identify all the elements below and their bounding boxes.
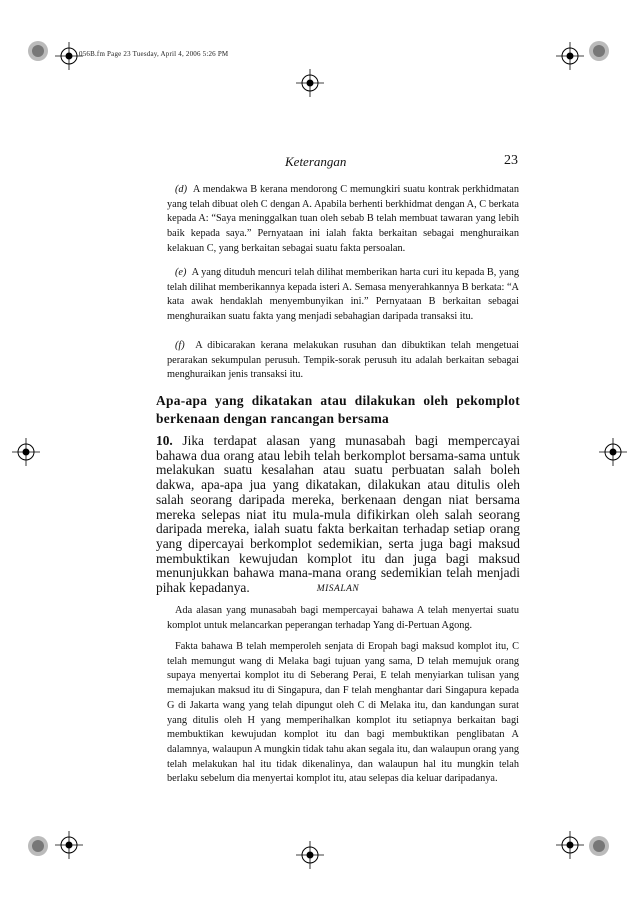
color-bar-icon — [27, 835, 49, 857]
registration-mark-icon — [296, 841, 324, 869]
section-text: Jika terdapat alasan yang munasabah bagi mempercayai bahawa dua orang atau lebih telah berkomplot bersama-sama untuk melakukan suatu kesalahan atau suatu perbuatan salah boleh dakwa, apa-apa jua yang dikatakan, dilakukan atau ditulis oleh salah seorang daripada mereka, berkenaan dengan niat bersama mereka selepas niat itu mula-mula difikirkan oleh salah seorang daripada mereka, ialah suatu fakta berkaitan terhadap setiap orang yang dipercayai berkomplot sedemikian, serta juga bagi maksud membuktikan kewujudan komplot itu dan juga bagi maksud menunjukkan bahawa mana-mana orang sedemikian telah menjadi pihak kepadanya. — [156, 433, 520, 596]
printer-slug: 056B.fm Page 23 Tuesday, April 4, 2006 5:26 PM — [79, 50, 229, 58]
registration-mark-icon — [599, 438, 627, 466]
illustration-d — [167, 183, 519, 257]
registration-mark-icon — [556, 831, 584, 859]
section-10 — [156, 434, 520, 596]
illustration-label: (f) — [175, 340, 185, 351]
illustration-e — [167, 266, 519, 325]
section-heading: Apa-apa yang dikatakan atau dilakukan oleh pekomplot berkenaan dengan rancangan bersama — [156, 393, 520, 426]
illustration-text: A mendakwa B kerana mendorong C memungkiri suatu kontrak perkhidmatan yang telah dibuat oleh C dengan A. Apabila berhenti berkhidmat dengan A, C berkata kepada A: “Saya meninggalkan tuan oleh sebab B telah membuat tawaran yang lebih baik kepada saya.” Pernyataan ini ialah fakta berkaitan sebagai menghuraikan kelakuan C, yang berkaitan sebagai suatu fakta persoalan. — [167, 184, 519, 254]
registration-mark-icon — [12, 438, 40, 466]
illustration-text: A dibicarakan kerana melakukan rusuhan dan dibuktikan telah mengetuai perarakan sekumpulan perusuh. Tempik-sorak perusuh itu adalah berkaitan sebagai menghuraikan jenis transaksi itu. — [167, 340, 519, 381]
misalan-title: MISALAN — [316, 584, 360, 594]
section-number: 10. — [156, 433, 173, 448]
illustration-label: (e) — [175, 267, 187, 278]
misalan-text: Fakta bahawa B telah memperoleh senjata di Eropah bagi maksud komplot itu, C telah memungut wang di Melaka bagi tujuan yang sama, D telah memujuk orang supaya menyertai komplot itu di Seberang Perai, E telah menyiarkan tulisan yang memajukan maksud itu di Singapura, dan F telah menghantar dari Singapura kepada G di Jakarta wang yang telah dipungut oleh C di Melaka itu, dan kandungan surat yang ditulis oleh H yang memperihalkan komplot itu setiapnya berkaitan bagi membuktikan kewujudan komplot itu dan bagi membuktikan penglibatan A dalamnya, walaupun A mungkin tidak tahu akan segala itu, dan walaupun orang yang telah melakukan hal itu tidak dikenalinya, dan walaupun hal itu mungkin telah berlaku sebelum dia menyertai komplot itu, atau selepas dia keluar daripadanya. — [167, 641, 519, 785]
misalan-text: Ada alasan yang munasabah bagi mempercayai bahawa A telah menyertai suatu komplot untuk melancarkan peperangan terhadap Yang di-Pertuan Agong. — [167, 605, 519, 631]
registration-mark-icon — [55, 831, 83, 859]
registration-mark-icon — [296, 69, 324, 97]
registration-mark-icon — [556, 42, 584, 70]
running-head — [160, 154, 518, 170]
page-number: 23 — [504, 153, 518, 168]
color-bar-icon — [588, 40, 610, 62]
registration-mark-icon — [55, 42, 83, 70]
misalan-paragraph — [167, 604, 519, 633]
misalan-paragraph — [167, 640, 519, 787]
color-bar-icon — [27, 40, 49, 62]
color-bar-icon — [588, 835, 610, 857]
illustration-label: (d) — [175, 184, 188, 195]
illustration-f — [167, 339, 519, 383]
running-title: Keterangan — [285, 154, 347, 169]
illustration-text: A yang dituduh mencuri telah dilihat memberikan harta curi itu kepada B, yang telah dilihat memberikannya kepada isteri A. Semasa menyerahkannya B berkata: “A kata awak hendaklah menyembunyikan ini.” Pernyataan B berkaitan sebagai menghuraikan suatu fakta yang menjadi sebahagian daripada transaksi itu. — [167, 267, 519, 323]
